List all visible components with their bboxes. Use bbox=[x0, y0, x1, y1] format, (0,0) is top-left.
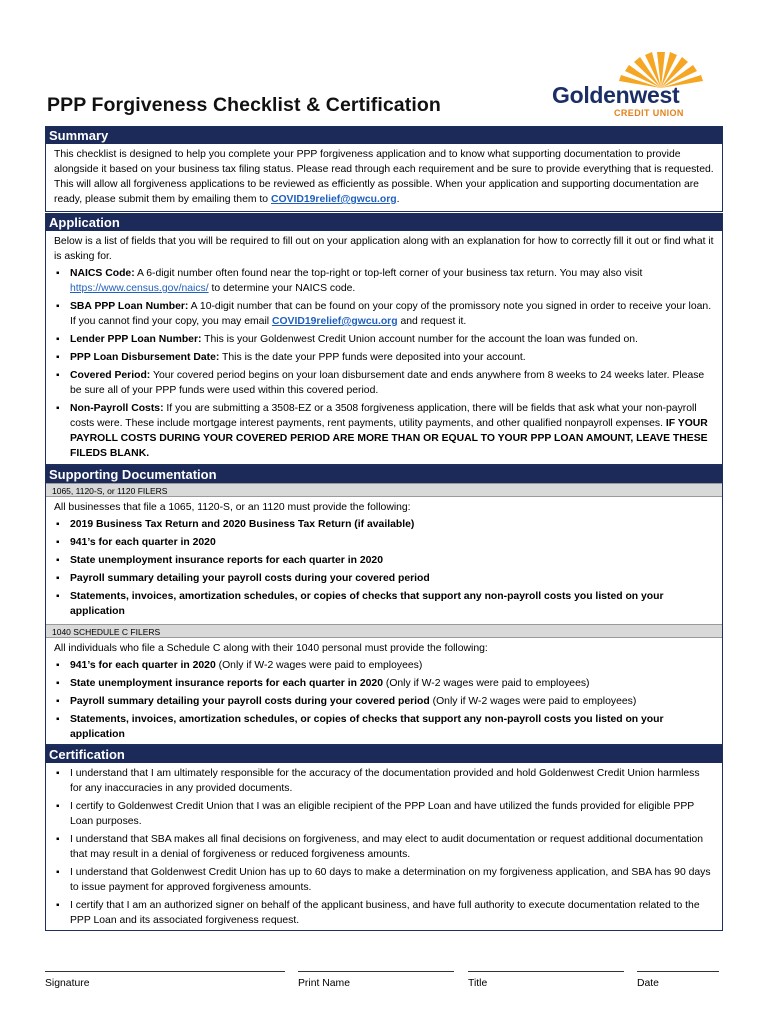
certification-list bbox=[46, 763, 722, 933]
list-item: ▪ PPP Loan Disbursement Date: This is the date your PPP funds were deposited into your account. bbox=[54, 350, 714, 365]
list-item: ▪ Covered Period: Your covered period begins on your loan disbursement date and ends anywhere from 8 weeks to 24 weeks later. Please be sure all of your PPP funds were used within this covered period. bbox=[54, 368, 714, 398]
list-item: ▪ NAICS Code: A 6-digit number often found near the top-right or top-left corner of your business tax return. You may also visit https://www.census.gov/naics/ to determine your NAICS code. bbox=[54, 266, 714, 296]
summary-email-link[interactable]: COVID19relief@gwcu.org bbox=[270, 194, 397, 205]
list-item: ▪ I understand that I am ultimately responsible for the accuracy of the documentation provided and hold Goldenwest Credit Union harmless for any inaccuracies in any provided documents. bbox=[54, 766, 714, 796]
list-item: ▪ Lender PPP Loan Number: This is your Goldenwest Credit Union account number for the account the loan was funded on. bbox=[54, 332, 714, 347]
application-header: Application bbox=[46, 214, 722, 231]
title-line bbox=[468, 964, 624, 972]
date-line bbox=[637, 964, 719, 972]
list-item: ▪ Non-Payroll Costs: If you are submitting a 3508-EZ or a 3508 forgiveness application, there will be fields that ask what your non-payroll costs were. These include mortgage interest payments, rent payments, utility payments, and other qualified nonpayroll expenses. IF YOUR PAYROLL COSTS DURING YOUR COVERED PERIOD ARE MORE THAN OR EQUAL TO YOUR PPP LOAN AMOUNT, LEAVE THESE FILEDS BLANK. bbox=[54, 401, 714, 461]
title-field[interactable] bbox=[468, 964, 624, 989]
list-item: ▪ Payroll summary detailing your payroll costs during your covered period (Only if W-2 wages were paid to employees) bbox=[54, 694, 714, 709]
list-item: ▪ I understand that Goldenwest Credit Union has up to 60 days to make a determination on my forgiveness application, and SBA has 90 days to issue payment for approved forgiveness amounts. bbox=[54, 865, 714, 895]
certification-section bbox=[45, 745, 723, 931]
summary-text: This checklist is designed to help you complete your PPP forgiveness application and to know what supporting documentation to provide alongside it based on your business tax filing status. Please read through each requirement and be sure to provide everything that is requested. This will allow all forgiveness applications to be reviewed as efficiently as possible. When your application and supporting documentation are ready, please submit them by emailing them to COVID19relief@gwcu.org. bbox=[54, 149, 714, 205]
sub-header-schedule-c-filers: 1040 SCHEDULE C FILERS bbox=[46, 624, 722, 638]
list-item: ▪ State unemployment insurance reports for each quarter in 2020 (Only if W-2 wages were paid to employees) bbox=[54, 676, 714, 691]
logo-subtitle: CREDIT UNION bbox=[614, 108, 684, 118]
summary-header: Summary bbox=[46, 127, 722, 144]
application-field-list bbox=[46, 266, 722, 466]
naics-link[interactable]: https://www.census.gov/naics/ bbox=[70, 283, 209, 294]
application-intro: Below is a list of fields that you will be required to fill out on your application along with an explanation for how to correctly fill it out or find what it is asking for. bbox=[54, 236, 714, 262]
certification-header: Certification bbox=[46, 746, 722, 763]
page-title: PPP Forgiveness Checklist & Certification bbox=[47, 94, 441, 116]
list-item: ▪ I certify that I am an authorized signer on behalf of the applicant business, and have full authority to execute documentation related to the PPP Loan and its associated forgiveness request. bbox=[54, 898, 714, 928]
print-name-label: Print Name bbox=[298, 978, 350, 989]
list-item: ▪ 941’s for each quarter in 2020 bbox=[54, 535, 714, 550]
date-label: Date bbox=[637, 978, 659, 989]
list-item: ▪ Statements, invoices, amortization schedules, or copies of checks that support any non-payroll costs you listed on your application bbox=[54, 589, 714, 619]
list-item: ▪ SBA PPP Loan Number: A 10-digit number that can be found on your copy of the promissory note you signed in order to receive your loan. If you cannot find your copy, you may email COVID19relief@gwcu.org and request it. bbox=[54, 299, 714, 329]
business-filers-list bbox=[46, 517, 722, 624]
list-item: ▪ I understand that SBA makes all final decisions on forgiveness, and may elect to audit documentation or request additional documentation that may result in a denial of forgiveness or reduced forgiveness amounts. bbox=[54, 832, 714, 862]
signature-line bbox=[45, 964, 285, 972]
logo-name: Goldenwest bbox=[552, 82, 680, 108]
sub-header-business-filers: 1065, 1120-S, or 1120 FILERS bbox=[46, 483, 722, 497]
sba-email-link[interactable]: COVID19relief@gwcu.org bbox=[271, 316, 398, 327]
list-item: ▪ Payroll summary detailing your payroll costs during your covered period bbox=[54, 571, 714, 586]
list-item: ▪ 2019 Business Tax Return and 2020 Business Tax Return (if available) bbox=[54, 517, 714, 532]
application-section bbox=[45, 213, 723, 465]
goldenwest-logo bbox=[552, 48, 717, 120]
print-name-line bbox=[298, 964, 454, 972]
business-filers-intro: All businesses that file a 1065, 1120-S, or an 1120 must provide the following: bbox=[54, 502, 411, 513]
signature-field[interactable] bbox=[45, 964, 285, 989]
list-item: ▪ I certify to Goldenwest Credit Union that I was an eligible recipient of the PPP Loan and have utilized the funds provided for eligible PPP Loan purposes. bbox=[54, 799, 714, 829]
signature-row bbox=[45, 964, 725, 1004]
print-name-field[interactable] bbox=[298, 964, 454, 989]
date-field[interactable] bbox=[637, 964, 719, 989]
list-item: ▪ Statements, invoices, amortization schedules, or copies of checks that support any non-payroll costs you listed on your application bbox=[54, 712, 714, 742]
signature-label: Signature bbox=[45, 978, 90, 989]
schedule-c-list bbox=[46, 658, 722, 747]
list-item: ▪ State unemployment insurance reports for each quarter in 2020 bbox=[54, 553, 714, 568]
supporting-section bbox=[45, 465, 723, 745]
summary-section bbox=[45, 126, 723, 212]
list-item: ▪ 941’s for each quarter in 2020 (Only if W-2 wages were paid to employees) bbox=[54, 658, 714, 673]
supporting-header: Supporting Documentation bbox=[46, 466, 722, 483]
schedule-c-intro: All individuals who file a Schedule C along with their 1040 personal must provide the following: bbox=[54, 643, 488, 654]
title-label: Title bbox=[468, 978, 488, 989]
